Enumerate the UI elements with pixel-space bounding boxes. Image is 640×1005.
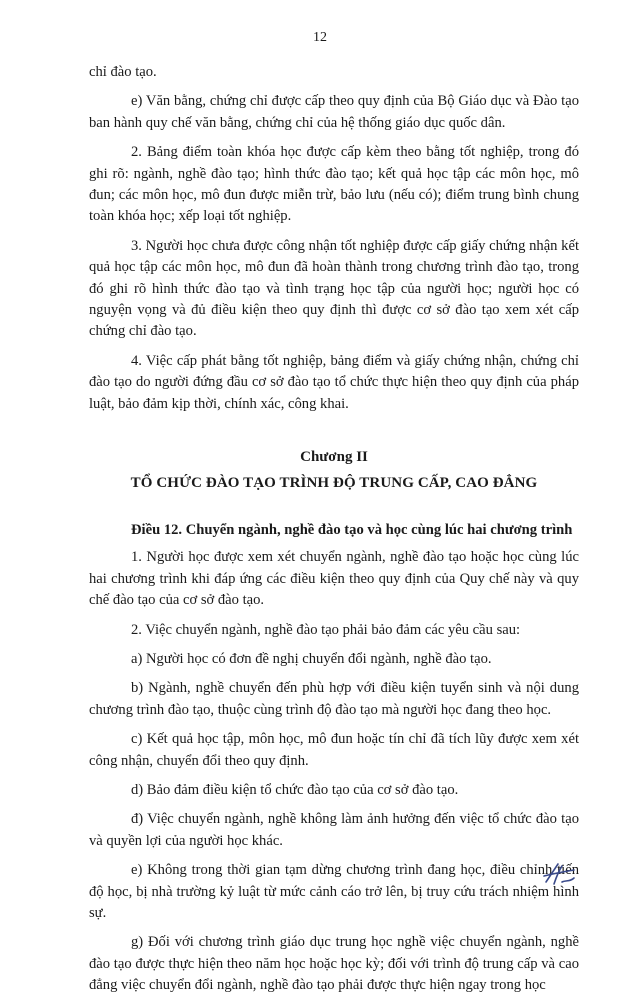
paragraph: e) Không trong thời gian tạm dừng chương trình đang học, điều chỉnh tiến độ học, bị nhà trường kỷ luật từ mức cảnh cáo trở lên, bị truy cứu trách nhiệm hình sự.: [89, 862, 579, 921]
paragraph: đ) Việc chuyển ngành, nghề không làm ảnh hưởng đến việc tổ chức đào tạo và quyền lợi của người học khác.: [89, 811, 579, 849]
article-title: Điều 12. Chuyển ngành, nghề đào tạo và học cùng lúc hai chương trình: [131, 521, 573, 538]
document-body: [89, 62, 579, 1005]
paragraph: 2. Bảng điểm toàn khóa học được cấp kèm theo bằng tốt nghiệp, trong đó ghi rõ: ngành, nghề đào tạo; hình thức đào tạo; kết quả học tập các môn học, mô đun; các môn học, mô đun được miễn trừ, bảo lưu (nếu có); điểm trung bình chung toàn khóa học; xếp loại tốt nghiệp.: [89, 144, 579, 225]
paragraph: g) Đối với chương trình giáo dục trung học nghề việc chuyển ngành, nghề đào tạo được thực hiện theo năm học hoặc học kỳ; đối với trình độ trung cấp và cao đẳng việc chuyển đổi ngành, nghề đào tạo phải được thực hiện ngay trong học: [89, 934, 579, 994]
paragraph: a) Người học có đơn đề nghị chuyển đổi ngành, nghề đào tạo.: [131, 650, 492, 667]
chapter-subtitle: TỔ CHỨC ĐÀO TẠO TRÌNH ĐỘ TRUNG CẤP, CAO ĐẲNG: [130, 474, 538, 491]
paragraph: b) Ngành, nghề chuyển đến phù hợp với điều kiện tuyển sinh và nội dung chương trình đào tạo, thuộc cùng trình độ đào tạo mà người học đang theo học.: [89, 680, 579, 718]
paragraph: d) Bảo đảm điều kiện tổ chức đào tạo của cơ sở đào tạo.: [131, 781, 459, 798]
signature-icon: [540, 860, 580, 888]
page-number: 12: [313, 30, 327, 45]
paragraph: c) Kết quả học tập, môn học, mô đun hoặc tín chỉ đã tích lũy được xem xét công nhận, chuyển đổi theo quy định.: [89, 731, 579, 769]
paragraph: 1. Người học được xem xét chuyển ngành, nghề đào tạo hoặc học cùng lúc hai chương trình khi đáp ứng các điều kiện theo quy định của Quy chế này và quy chế đào tạo của cơ sở đào tạo.: [89, 549, 579, 609]
paragraph: 2. Việc chuyển ngành, nghề đào tạo phải bảo đảm các yêu cầu sau:: [131, 621, 521, 638]
paragraph: e) Văn bằng, chứng chỉ được cấp theo quy định của Bộ Giáo dục và Đào tạo ban hành quy chế văn bằng, chứng chỉ của hệ thống giáo dục quốc dân.: [89, 93, 579, 131]
chapter-title: Chương II: [300, 449, 368, 466]
paragraph: 3. Người học chưa được công nhận tốt nghiệp được cấp giấy chứng nhận kết quả học tập các môn học, mô đun đã hoàn thành trong chương trình đào tạo, trong đó ghi rõ hình thức đào tạo và tình trạng học tập của người học; người học có nguyện vọng và đủ điều kiện theo quy định thì được cơ sở đào tạo xem xét cấp chứng chỉ đào tạo.: [89, 237, 579, 340]
paragraph: 4. Việc cấp phát bằng tốt nghiệp, bảng điểm và giấy chứng nhận, chứng chỉ đào tạo do người đứng đầu cơ sở đào tạo tổ chức thực hiện theo quy định của pháp luật, bảo đảm kịp thời, chính xác, công khai.: [89, 352, 579, 412]
paragraph: chỉ đào tạo.: [89, 64, 157, 80]
